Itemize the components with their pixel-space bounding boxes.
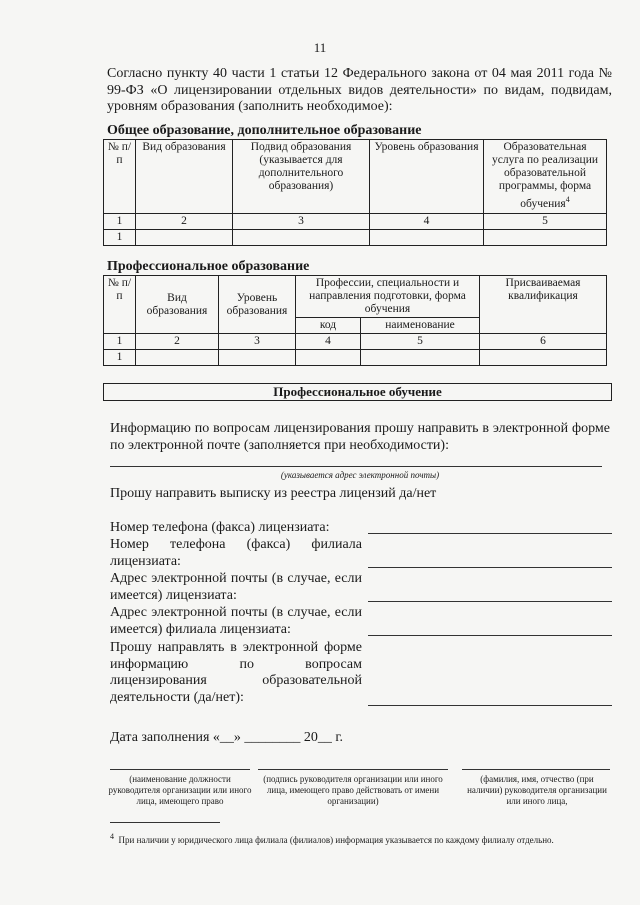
branch-phone-label: Номер телефона (факса) филиала лицензиата: <box>110 537 362 569</box>
col-type-header: Вид образования <box>136 140 233 214</box>
table-cell[interactable] <box>219 350 296 366</box>
branch-phone-field[interactable] <box>368 567 612 568</box>
licensee-email-field[interactable] <box>368 601 612 602</box>
position-line[interactable] <box>110 769 250 770</box>
col-profession-header: Профессии, специальности и направления подготовки, форма обучения <box>296 276 480 318</box>
col-type-header: Вид образования <box>136 276 219 334</box>
licensee-phone-field[interactable] <box>368 533 612 534</box>
table-row-number: 1 <box>104 350 136 366</box>
professional-education-title: Профессиональное образование <box>107 259 310 274</box>
general-education-title: Общее образование, дополнительное образование <box>107 123 422 138</box>
page-number: 11 <box>313 40 327 55</box>
professional-training-title: Профессиональное обучение <box>103 383 612 401</box>
col-qualification-header: Присваиваемая квалификация <box>480 276 607 334</box>
col-name-header: наименование <box>361 318 480 334</box>
col-num-header: № п/п <box>104 140 136 214</box>
email-input-line[interactable] <box>110 466 602 467</box>
position-caption: (наименование должности руководителя организации или иного лица, имеющего право <box>108 774 252 806</box>
col-service-header: Образовательная услуга по реализации образовательной программы, форма обучения$^4$ <box>484 140 607 214</box>
signature-caption: (подпись руководителя организации или иного лица, имеющего право действовать от имени организации) <box>263 774 443 806</box>
email-info-text: Информацию по вопросам лицензирования прошу направить в электронной форме по электронной почте (заполняется при необходимости): <box>110 421 610 453</box>
extract-request-text: Прошу направить выписку из реестра лицензий да/нет <box>110 486 437 501</box>
col-level-header: Уровень образования <box>370 140 484 214</box>
col-level-header: Уровень образования <box>219 276 296 334</box>
col-number-2: 2 <box>136 334 219 350</box>
branch-email-label: Адрес электронной почты (в случае, если имеется) филиала лицензиата: <box>110 605 362 637</box>
col-number-5: 5 <box>484 214 607 230</box>
col-subtype-header: Подвид образования (указывается для дополнительного образования) <box>233 140 370 214</box>
full-name-line[interactable] <box>462 769 610 770</box>
signature-line[interactable] <box>258 769 448 770</box>
electronic-info-label: Прошу направлять в электронной форме информацию по вопросам лицензирования образовательной деятельности (да/нет): <box>110 640 362 705</box>
electronic-info-field[interactable] <box>368 705 612 706</box>
table-row-number: 1 <box>104 230 136 246</box>
footnote: $^4$ При наличии у юридического лица филиала (филиалов) информация указывается по каждому филиалу отдельно. <box>110 832 554 845</box>
col-number-6: 6 <box>480 334 607 350</box>
email-hint: (указывается адрес электронной почты) <box>280 470 440 480</box>
col-num-header: № п/п <box>104 276 136 334</box>
table-cell[interactable] <box>361 350 480 366</box>
col-code-header: код <box>296 318 361 334</box>
col-number-3: 3 <box>219 334 296 350</box>
general-education-table <box>103 139 607 246</box>
table-cell[interactable] <box>136 350 219 366</box>
licensee-phone-label: Номер телефона (факса) лицензиата: <box>110 520 330 535</box>
table-cell[interactable] <box>233 230 370 246</box>
col-number-1: 1 <box>104 214 136 230</box>
col-number-4: 4 <box>296 334 361 350</box>
intro-paragraph: Согласно пункту 40 части 1 статьи 12 Федерального закона от 04 мая 2011 года № 99-ФЗ «О лицензировании отдельных видов деятельности» по видам, подвидам, уровням образования (заполнить необходимое): <box>107 66 612 114</box>
col-number-3: 3 <box>233 214 370 230</box>
branch-email-field[interactable] <box>368 635 612 636</box>
full-name-caption: (фамилия, имя, отчество (при наличии) руководителя организации или иного лица, <box>467 774 607 806</box>
footnote-divider <box>110 822 220 823</box>
date-filled: Дата заполнения «__» ________ 20__ г. <box>110 730 344 745</box>
table-cell[interactable] <box>484 230 607 246</box>
licensee-email-label: Адрес электронной почты (в случае, если имеется) лицензиата: <box>110 571 362 603</box>
professional-education-table <box>103 275 607 366</box>
table-cell[interactable] <box>480 350 607 366</box>
col-number-1: 1 <box>104 334 136 350</box>
table-cell[interactable] <box>136 230 233 246</box>
col-number-2: 2 <box>136 214 233 230</box>
col-number-4: 4 <box>370 214 484 230</box>
col-number-5: 5 <box>361 334 480 350</box>
table-cell[interactable] <box>370 230 484 246</box>
table-cell[interactable] <box>296 350 361 366</box>
